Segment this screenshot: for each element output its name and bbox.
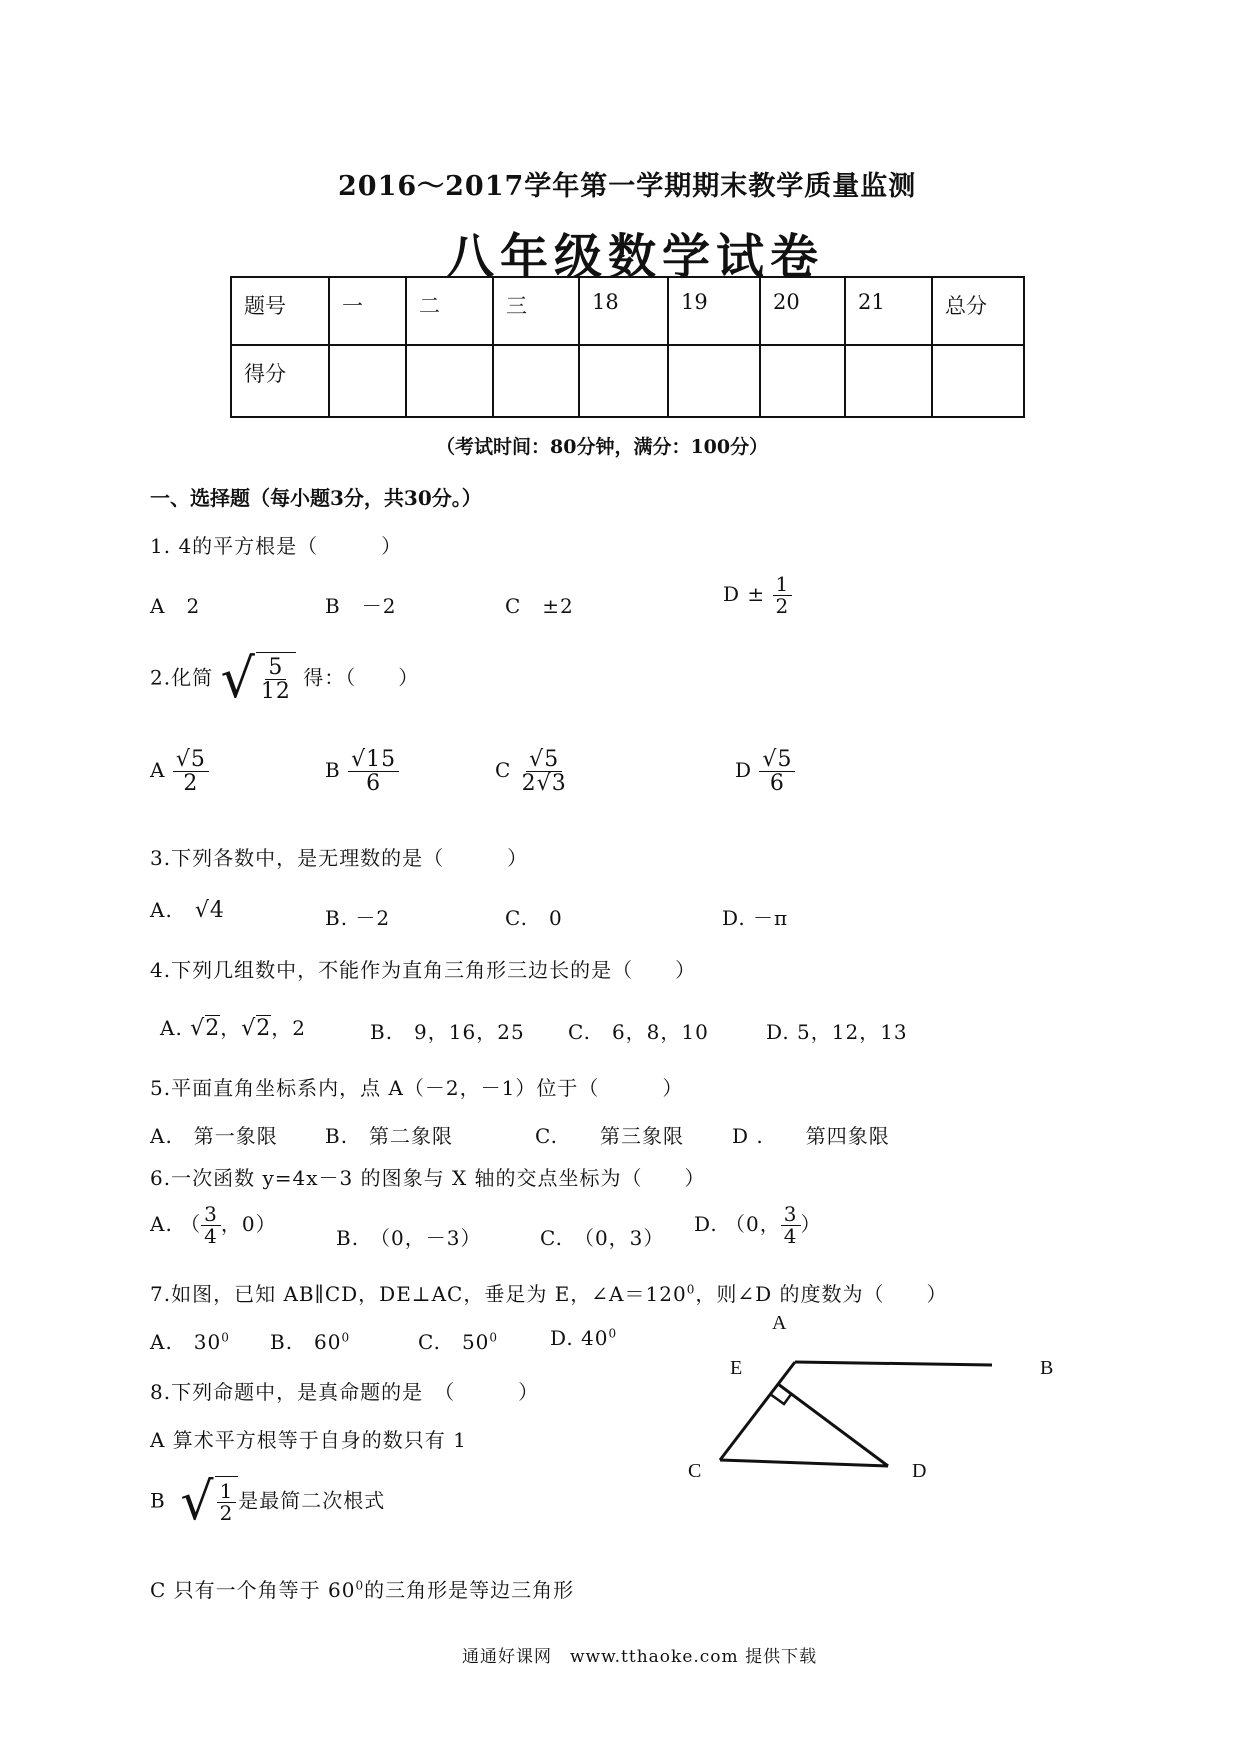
q5-option-d: D . 第四象限 [732,1124,890,1148]
score-input-cell[interactable] [668,345,760,417]
line-de [778,1384,888,1466]
table-cell: 20 [760,277,845,345]
q6-option-d: D. （0， $\frac{3}{4}$ ） [694,1202,822,1248]
score-table-header-row [231,277,1024,345]
point-b-label: B [1040,1357,1054,1379]
q3-option-c: C. 0 [505,906,563,930]
page-footer: 通通好课网 www.tthaoke.com 提供下载 [462,1647,818,1667]
fraction: $\frac{1}{2}$ [773,574,793,617]
table-cell: 三 [493,277,579,345]
exam-title: 八年级数学试卷 [446,229,825,285]
table-cell: 19 [668,277,760,345]
right-angle-mark [770,1393,792,1404]
q3-option-b: B. －2 [325,906,391,930]
radical: √ $\frac{5}{12}$ [220,652,295,706]
q2-option-a: A $\frac{√5}{2}$ [150,748,209,795]
score-table [230,276,1025,418]
q1-option-b: B －2 [325,594,397,618]
score-input-cell[interactable] [406,345,493,417]
q7-option-c: C. $50^0$ [418,1330,499,1354]
q2-option-b: B $\frac{√15}{6}$ [325,748,399,795]
question-2-stem: 2.化简 √ $\frac{5}{12}$ 得：（ ） [150,647,420,710]
score-input-cell[interactable] [760,345,845,417]
score-input-cell[interactable] [329,345,406,417]
q4-option-c: C. 6，8，10 [568,1020,709,1044]
q4-option-d: D. 5，12，13 [766,1020,908,1044]
question-3-stem: 3.下列各数中，是无理数的是（ ） [150,846,529,870]
question-6-stem: 6.一次函数 y=4x－3 的图象与 X 轴的交点坐标为（ ） [150,1166,706,1190]
q2-option-c: C $\frac{√5}{2√3}$ [495,747,567,797]
q4-option-a: A. √2，√2，2 [160,1016,306,1041]
q8-option-c: C 只有一个角等于 $60^0$的三角形是等边三角形 [150,1578,575,1602]
question-1-stem: 1. 4的平方根是（ ） [150,534,403,558]
section-title: 一、选择题（每小题3分，共30分。） [150,486,482,510]
question-4-stem: 4.下列几组数中，不能作为直角三角形三边长的是（ ） [150,958,697,982]
q5-option-b: B. 第二象限 [325,1124,454,1148]
q4-option-b: B. 9，16，25 [370,1020,525,1044]
point-e-label: E [730,1357,743,1379]
q7-option-b: B. $60^0$ [270,1330,351,1354]
q8-option-a: A 算术平方根等于自身的数只有 1 [150,1428,467,1452]
q1-option-c: C ±2 [505,594,574,618]
exam-header: 2016～2017学年第一学期期末教学质量监测 [338,171,917,202]
question-5-stem: 5.平面直角坐标系内，点 A（－2，－1）位于（ ） [150,1076,684,1100]
q3-option-d: D. －π [722,906,789,930]
q2-option-d: D $\frac{√5}{6}$ [735,748,795,795]
q6-option-c: C. （0，3） [540,1226,665,1250]
q1-option-a: A 2 [150,594,201,618]
table-cell: 得分 [231,345,329,417]
question-8-stem: 8.下列命题中，是真命题的是 （ ） [150,1380,540,1404]
q6-option-b: B. （0，－3） [336,1226,482,1250]
table-cell: 题号 [231,277,329,345]
point-c-label: C [688,1460,702,1482]
score-input-cell[interactable] [845,345,932,417]
score-table-score-row [231,345,1024,417]
q8-option-b: B √ $\frac{1}{2}$ 是最简二次根式 [150,1472,386,1532]
question-7-stem: 7.如图，已知 AB∥CD，DE⊥AC，垂足为 E，$\angle A=120^0$，则∠D 的度数为（ ） [150,1282,948,1306]
q7-option-d: D. $40^0$ [550,1326,618,1350]
score-input-cell[interactable] [493,345,579,417]
q7-option-a: A. $30^0$ [150,1330,230,1354]
table-cell: 18 [579,277,668,345]
table-cell: 21 [845,277,932,345]
line-ab [795,1362,992,1365]
point-d-label: D [912,1460,927,1482]
score-input-cell[interactable] [932,345,1024,417]
score-input-cell[interactable] [579,345,668,417]
q1-option-d [723,574,792,617]
table-cell: 二 [406,277,493,345]
geometry-figure [660,1300,1100,1500]
line-cd [720,1460,888,1466]
table-cell: 总分 [932,277,1024,345]
q3-option-a: A. √4 [150,898,225,923]
exam-info: （考试时间：80分钟，满分：100分） [436,436,769,458]
option-label: D ± [723,582,766,606]
point-a-label: A [772,1312,787,1334]
q6-option-a: A. （ $\frac{3}{4}$ ，0） [150,1202,277,1248]
q5-option-c: C. 第三象限 [535,1124,684,1148]
q5-option-a: A. 第一象限 [150,1124,278,1148]
table-cell: 一 [329,277,406,345]
